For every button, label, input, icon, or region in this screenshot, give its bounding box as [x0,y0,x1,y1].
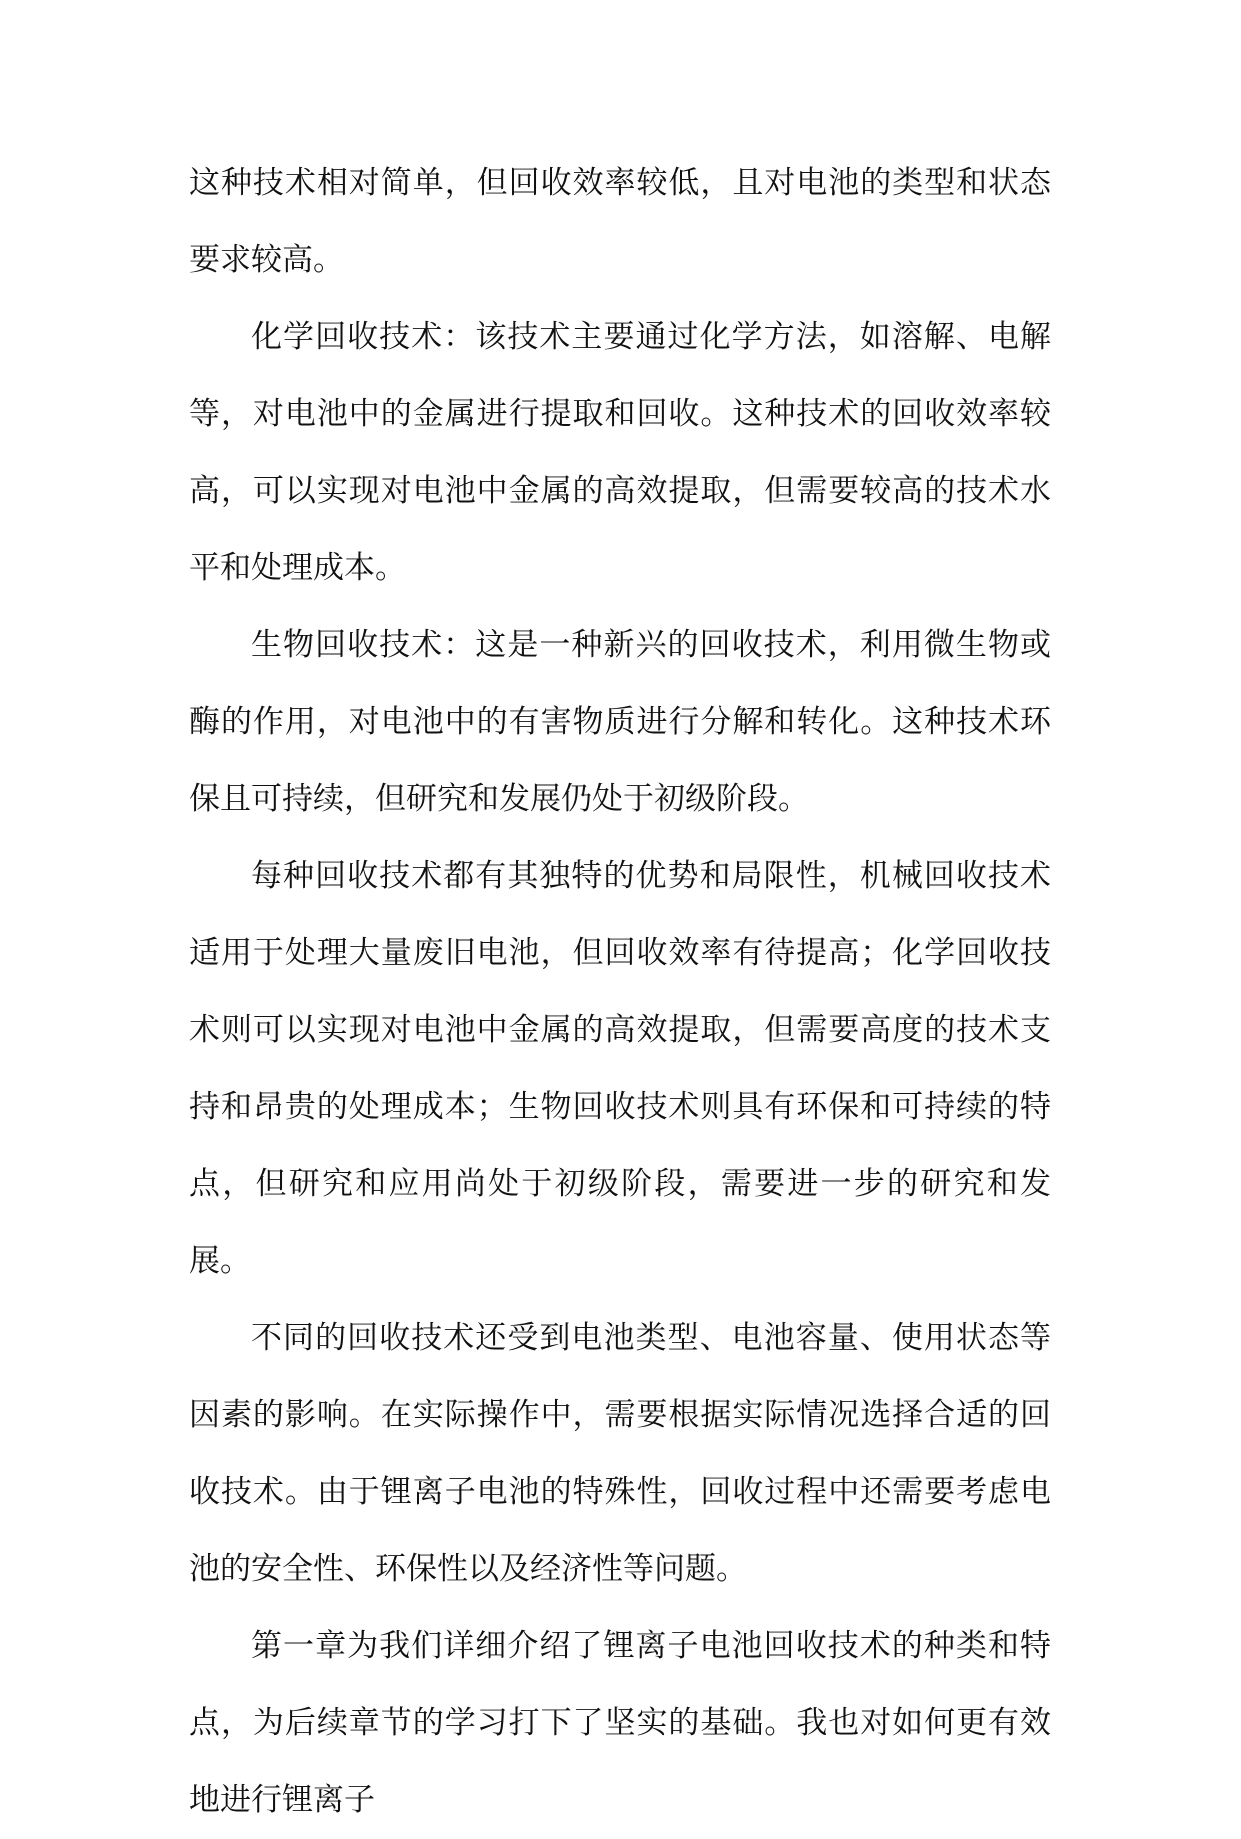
body-text [189,145,1051,1839]
paragraph-chapter-summary: 第一章为我们详细介绍了锂离子电池回收技术的种类和特点，为后续章节的学习打下了坚实的基础。我也对如何更有效地进行锂离子 [189,1628,1051,1818]
paragraph-chemical-recycling: 化学回收技术：该技术主要通过化学方法，如溶解、电解等，对电池中的金属进行提取和回收。这种技术的回收效率较高，可以实现对电池中金属的高效提取，但需要较高的技术水平和处理成本。 [189,319,1051,586]
paragraph-continued: 这种技术相对简单，但回收效率较低，且对电池的类型和状态要求较高。 [189,165,1051,278]
paragraph-influencing-factors: 不同的回收技术还受到电池类型、电池容量、使用状态等因素的影响。在实际操作中，需要根据实际情况选择合适的回收技术。由于锂离子电池的特殊性，回收过程中还需要考虑电池的安全性、环保性以及经济性等问题。 [189,1320,1051,1587]
paragraph-technology-comparison: 每种回收技术都有其独特的优势和局限性，机械回收技术适用于处理大量废旧电池，但回收效率有待提高；化学回收技术则可以实现对电池中金属的高效提取，但需要高度的技术支持和昂贵的处理成本；生物回收技术则具有环保和可持续的特点，但研究和应用尚处于初级阶段，需要进一步的研究和发展。 [189,858,1051,1279]
paragraph-biological-recycling: 生物回收技术：这是一种新兴的回收技术，利用微生物或酶的作用，对电池中的有害物质进行分解和转化。这种技术环保且可持续，但研究和发展仍处于初级阶段。 [189,627,1051,817]
